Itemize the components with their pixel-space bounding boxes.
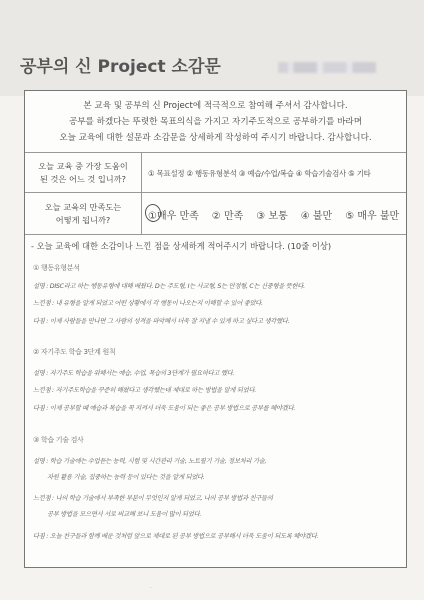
- scan-speck: ·: [150, 585, 152, 592]
- question-satisfaction-row: [25, 192, 406, 235]
- satisfaction-option-dissatisfied: ④ 불만: [300, 210, 333, 222]
- question-helpful-label: [25, 153, 142, 193]
- satisfaction-option-very-dissatisfied: ⑤ 매우 불만: [345, 210, 400, 222]
- question-helpful-answer: ① 목표설정 ② 행동유형분석 ③ 예습/수업/복습 ④ 학습기술검사 ⑤ 기타: [148, 168, 371, 178]
- satisfaction-option-satisfied: ② 만족: [211, 210, 244, 222]
- handwritten-line: 다짐 : 오늘 친구들과 함께 배운 것처럼 앞으로 제대로 된 공부 방법으로 공부해서 더욱 도움이 되도록 해야겠다.: [33, 533, 319, 540]
- page-title: 공부의 신 Project 소감문: [20, 57, 221, 77]
- handwritten-line: 자원 활용 기술, 집중하는 능력 등이 있다는 것을 알게 되었다.: [47, 474, 205, 481]
- question-line: 오늘 교육 중 가장 도움이: [38, 161, 128, 171]
- satisfaction-option-neutral: ③ 보통: [256, 210, 288, 222]
- header-band: [0, 0, 424, 96]
- question-line: 어떻게 됩니까?: [55, 215, 111, 225]
- feedback-form: [24, 90, 407, 568]
- satisfaction-option-very-satisfied: ①매우 만족: [148, 207, 199, 222]
- handwritten-line: 다짐 : 이제 사람들을 만나면 그 사람의 성격을 파악해서 더욱 잘 지낼 수 있게 하고 싶다고 생각했다.: [33, 318, 290, 325]
- question-comment-row: [25, 234, 406, 257]
- handwritten-line: 다짐 : 이제 공부할 때 예습과 복습을 꼭 지켜서 더욱 도움이 되는 좋은 공부 방법으로 공부를 해야겠다.: [33, 405, 296, 412]
- handwritten-line: 설명 : 학습 기술에는 수업듣는 능력, 시험 및 시간관리 기술, 노트필기 기술, 정보처리 기술,: [33, 458, 267, 465]
- handwritten-line: 설명 : 자기주도 학습을 위해서는 예습, 수업, 복습의 3단계가 필요하다고 했다.: [33, 370, 235, 377]
- handwritten-line: ③ 학습 기술 검사: [33, 436, 84, 444]
- handwritten-line: 설명 : DISC라고 하는 행동유형에 대해 배웠다. D는 주도형, I는 사교형, S는 안정형, C는 신중형을 뜻한다.: [33, 283, 305, 290]
- handwritten-line: ① 행동유형분석: [33, 264, 80, 272]
- handwritten-line: 느낀점 : 나의 학습 기술에서 부족한 부분이 무엇인지 알게 되었고, 나의 공부 방법과 친구들의: [33, 495, 273, 502]
- question-line: 된 것은 어느 것 입니까?: [40, 174, 126, 184]
- question-satisfaction-label: [25, 193, 142, 235]
- comment-prompt: - 오늘 교육에 대한 소감이나 느낀 점을 상세하게 적어주시기 바랍니다. (10줄 이상): [31, 241, 332, 251]
- intro-text: [25, 98, 406, 146]
- satisfaction-options: [142, 193, 406, 235]
- question-helpful-row: [25, 152, 406, 193]
- handwritten-line: 느낀점 : 자기주도학습을 꾸준히 해왔다고 생각했는데 제대로 하는 방법을 알게 되었다.: [33, 387, 256, 394]
- intro-line: 공부를 하겠다는 뚜렷한 목표의식을 가지고 자기주도적으로 공부하기를 바라며: [68, 117, 363, 127]
- intro-line: 오늘 교육에 대한 설문과 소감문을 상세하게 작성하여 주시기 바랍니다. 감사합니다.: [59, 133, 372, 143]
- redacted-name: [278, 62, 376, 73]
- intro-line: 본 교육 및 공부의 신 Project에 적극적으로 참여해 주셔서 감사합니다.: [83, 101, 348, 111]
- handwritten-line: 느낀점 : 내 유형을 알게 되었고 어떤 상황에서 각 행동이 나오는지 이해할 수 있어 좋았다.: [33, 300, 263, 307]
- question-line: 오늘 교육의 만족도는: [44, 202, 122, 212]
- handwritten-line: ② 자기주도 학습 3단계 원칙: [33, 348, 116, 356]
- handwritten-line: 공부 방법을 모으면서 서로 비교해 보니 도움이 많이 되었다.: [47, 511, 202, 518]
